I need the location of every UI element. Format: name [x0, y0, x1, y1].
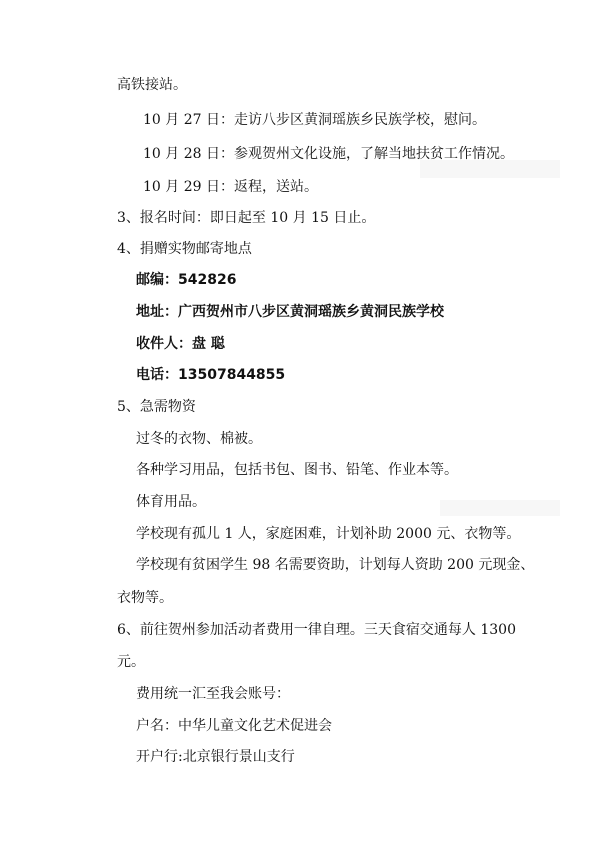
- section-registration-time: 3、报名时间：即日起至 10 月 15 日止。: [117, 210, 376, 226]
- supply-item: 各种学习用品，包括书包、图书、铅笔、作业本等。: [136, 462, 458, 478]
- supply-item-continued: 衣物等。: [117, 590, 173, 606]
- schedule-oct28: 10 月 28 日：参观贺州文化设施，了解当地扶贫工作情况。: [143, 146, 514, 162]
- section-urgent-supplies: 5、急需物资: [117, 399, 196, 415]
- address: 地址：广西贺州市八步区黄洞瑶族乡黄洞民族学校: [136, 304, 444, 320]
- schedule-oct27: 10 月 27 日：走访八步区黄洞瑶族乡民族学校，慰问。: [143, 112, 486, 128]
- supply-item: 过冬的衣物、棉被。: [136, 431, 262, 447]
- postal-code: 邮编：542826: [136, 272, 237, 288]
- account-name: 户名：中华儿童文化艺术促进会: [136, 718, 332, 734]
- account-bank: 开户行:北京银行景山支行: [136, 749, 295, 765]
- account-intro: 费用统一汇至我会账号：: [136, 686, 290, 702]
- supply-item: 学校现有孤儿 1 人，家庭困难，计划补助 2000 元、衣物等。: [136, 526, 521, 542]
- section-expenses: 6、前往贺州参加活动者费用一律自理。三天食宿交通每人 1300: [117, 622, 516, 638]
- schedule-oct29: 10 月 29 日：返程，送站。: [143, 179, 318, 195]
- section-mailing-address: 4、捐赠实物邮寄地点: [117, 241, 252, 257]
- phone: 电话：13507844855: [136, 367, 286, 383]
- section-expenses-continued: 元。: [117, 654, 145, 670]
- text-line: 高铁接站。: [117, 77, 187, 93]
- scan-smudge: [440, 500, 560, 516]
- supply-item: 体育用品。: [136, 494, 206, 510]
- recipient: 收件人：盘 聪: [136, 336, 225, 352]
- supply-item: 学校现有贫困学生 98 名需要资助，计划每人资助 200 元现金、: [136, 557, 535, 573]
